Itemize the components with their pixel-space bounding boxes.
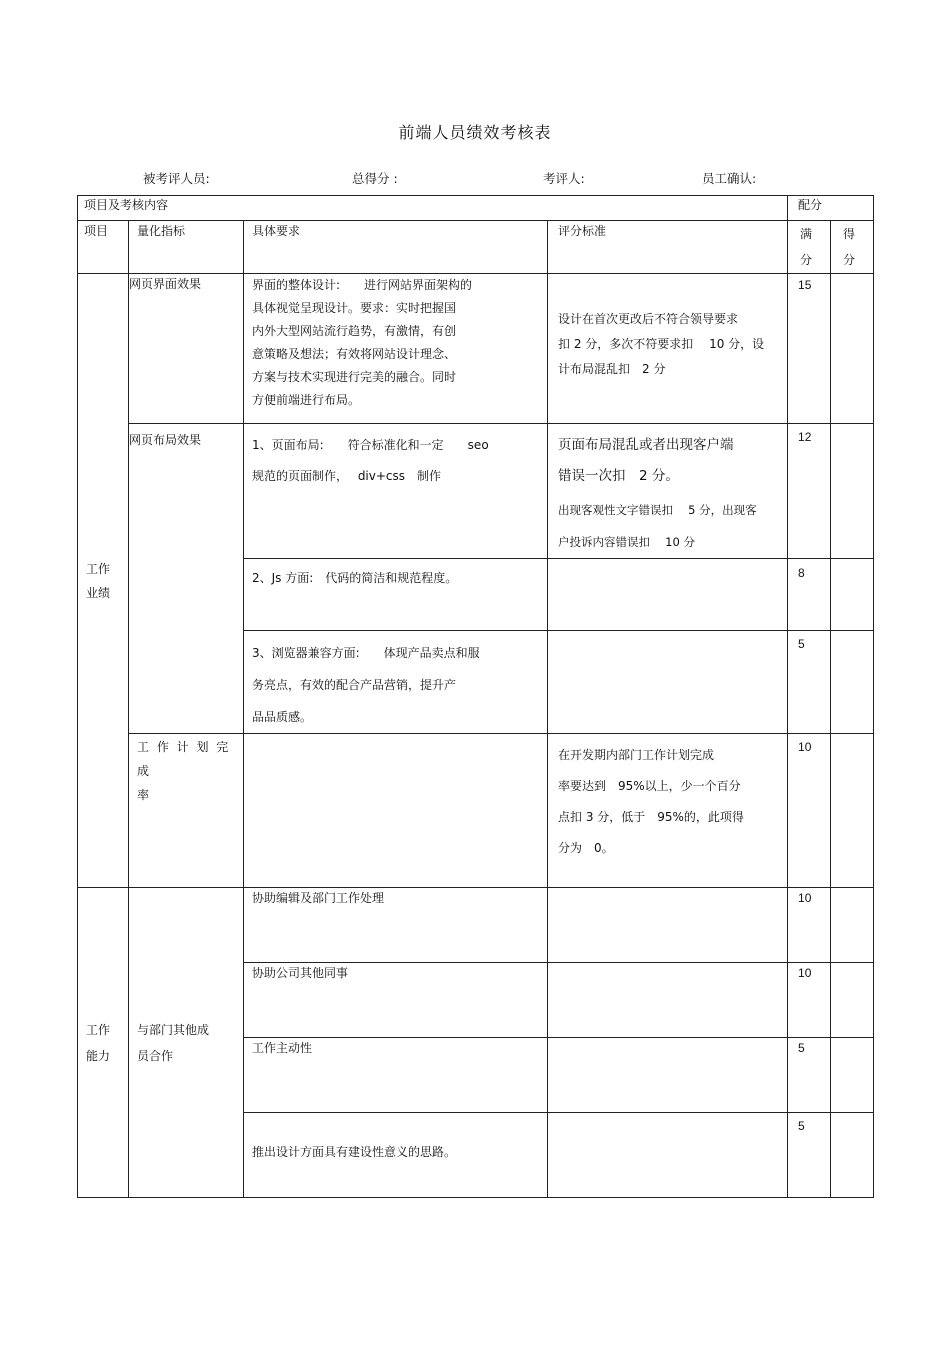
requirement-line: 意策略及想法；有效将网站设计理念、 — [252, 347, 457, 361]
criteria-ideas — [548, 1113, 788, 1198]
category-ability-line1: 工作 — [86, 1022, 111, 1037]
score-layout — [831, 424, 874, 559]
criteria-header: 评分标准 — [548, 221, 788, 274]
full-score-colleagues: 10 — [788, 963, 831, 1038]
full-score-header-line1: 满 — [800, 227, 813, 241]
requirement-layout — [244, 424, 548, 559]
score-header — [831, 221, 874, 274]
indicator-line: 率 — [137, 788, 152, 802]
requirement-ui-effect — [244, 274, 548, 424]
requirement-line: 1、页面布局: 符合标准化和一定 seo — [252, 438, 489, 452]
ability-row-editing — [78, 888, 874, 963]
criteria-line: 设计在首次更改后不符合领导要求 — [558, 312, 739, 326]
category-ability-line2: 能力 — [86, 1048, 111, 1063]
full-score-initiative: 5 — [788, 1038, 831, 1113]
requirement-initiative: 工作主动性 — [244, 1038, 548, 1113]
requirement-line: 务亮点，有效的配合产品营销，提升产 — [252, 678, 457, 692]
evaluator-label: 考评人: — [543, 171, 585, 186]
category-performance-line2: 业绩 — [86, 585, 111, 600]
requirement-editing: 协助编辑及部门工作处理 — [244, 888, 548, 963]
category-performance — [78, 274, 129, 888]
requirement-plan — [244, 734, 548, 888]
criteria-layout — [548, 424, 788, 559]
performance-row-plan — [78, 734, 874, 888]
full-score-layout: 12 — [788, 424, 831, 559]
score-header-line2: 分 — [843, 253, 856, 267]
score-initiative — [831, 1038, 874, 1113]
indicator-header: 量化指标 — [129, 221, 244, 274]
score-ideas — [831, 1113, 874, 1198]
indicator-ui-effect: 网页界面效果 — [129, 274, 244, 424]
indicator-layout-effect: 网页布局效果 — [129, 424, 244, 734]
full-score-header-line2: 分 — [800, 253, 813, 267]
criteria-line: 扣 2 分，多次不符要求扣 10 分，设 — [558, 337, 765, 351]
requirement-line: 内外大型网站流行趋势，有激情，有创 — [252, 324, 457, 338]
indicator-line: 员合作 — [137, 1048, 174, 1063]
score-colleagues — [831, 963, 874, 1038]
criteria-line: 在开发期内部门工作计划完成 — [558, 748, 715, 762]
requirement-line: 3、浏览器兼容方面: 体现产品卖点和服 — [252, 646, 480, 660]
criteria-line: 点扣 3 分，低于 95%的，此项得 — [558, 810, 744, 824]
requirement-colleagues: 协助公司其他同事 — [244, 963, 548, 1038]
criteria-line: 出现客观性文字错误扣 5 分，出现客 — [558, 503, 757, 517]
indicator-cooperation — [129, 888, 244, 1198]
requirement-ideas: 推出设计方面具有建设性意义的思路。 — [244, 1113, 548, 1198]
criteria-line: 错误一次扣 2 分。 — [558, 468, 679, 484]
requirement-browser — [244, 631, 548, 734]
full-score-plan: 10 — [788, 734, 831, 888]
criteria-js — [548, 559, 788, 631]
employee-confirm-label: 员工确认: — [702, 171, 757, 186]
score-editing — [831, 888, 874, 963]
category-performance-line1: 工作 — [86, 561, 111, 576]
criteria-colleagues — [548, 963, 788, 1038]
full-score-header — [788, 221, 831, 274]
full-score-ui-effect: 15 — [788, 274, 831, 424]
indicator-line: 与部门其他成 — [137, 1022, 210, 1037]
score-browser — [831, 631, 874, 734]
requirement-line: 界面的整体设计: 进行网站界面架构的 — [252, 278, 473, 292]
full-score-js: 8 — [788, 559, 831, 631]
criteria-line: 分为 0。 — [558, 841, 614, 855]
full-score-ideas: 5 — [788, 1113, 831, 1198]
evaluation-table — [77, 195, 874, 1198]
criteria-line: 计布局混乱扣 2 分 — [558, 362, 666, 376]
criteria-browser — [548, 631, 788, 734]
criteria-line: 页面布局混乱或者出现客户端 — [558, 437, 734, 453]
score-header-line1: 得 — [843, 227, 856, 241]
score-group-header: 配分 — [788, 196, 874, 221]
criteria-plan — [548, 734, 788, 888]
item-header: 项目 — [78, 221, 129, 274]
requirement-js — [244, 559, 548, 631]
requirement-line: 方便前端进行布局。 — [252, 393, 361, 407]
criteria-ui-effect — [548, 274, 788, 424]
requirement-line: 具体视觉呈现设计。要求：实时把握国 — [252, 301, 457, 315]
header-row-1 — [78, 196, 874, 221]
total-score-label: 总得分 : — [352, 171, 398, 186]
criteria-initiative — [548, 1038, 788, 1113]
category-ability — [78, 888, 129, 1198]
evaluee-label: 被考评人员: — [143, 171, 210, 186]
requirement-line: 规范的页面制作， div+css 制作 — [252, 469, 442, 483]
requirement-line: 方案与技术实现进行完美的融合。同时 — [252, 370, 457, 384]
score-js — [831, 559, 874, 631]
section-header: 项目及考核内容 — [78, 196, 788, 221]
requirement-header: 具体要求 — [244, 221, 548, 274]
criteria-editing — [548, 888, 788, 963]
score-ui-effect — [831, 274, 874, 424]
page-title: 前端人员绩效考核表 — [398, 123, 552, 142]
performance-row-ui — [78, 274, 874, 424]
indicator-line: 工 作 计 划 完 成 — [137, 740, 231, 778]
header-row-2 — [78, 221, 874, 274]
performance-row-layout — [78, 424, 874, 559]
criteria-line: 户投诉内容错误扣 10 分 — [558, 535, 695, 549]
full-score-browser: 5 — [788, 631, 831, 734]
requirement-line: 2、Js 方面: 代码的简洁和规范程度。 — [252, 571, 458, 585]
criteria-line: 率要达到 95%以上，少一个百分 — [558, 779, 741, 793]
score-plan — [831, 734, 874, 888]
full-score-editing: 10 — [788, 888, 831, 963]
requirement-line: 品品质感。 — [252, 710, 313, 724]
indicator-plan-completion — [129, 734, 244, 888]
